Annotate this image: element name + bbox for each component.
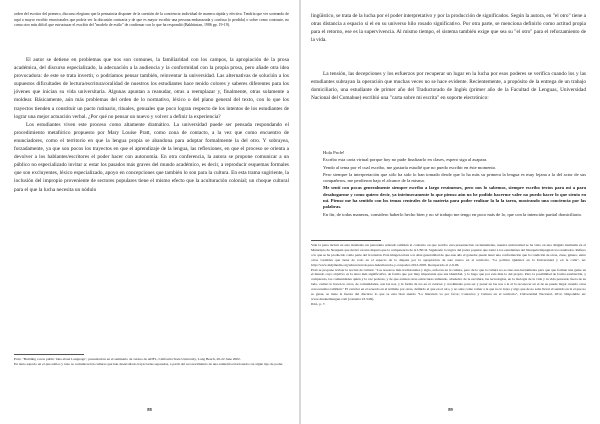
left-footnotes xyxy=(14,357,289,367)
quote-close: En fin, de todas maneras, considero haberlo hecho bien y no sé trabajo me tengo en poco más de lo, que con la intención partial domiciliario. xyxy=(323,211,583,217)
page-number: 88 xyxy=(147,407,152,412)
quote-bold: Me sentí con pocas generalmente siempre escribo a largo resúmenes, pero nos lo sabemos, siempre escribo textos para mí a para desahogarme y como quiero decir, ya intrínsecamente lo que pienso aún no he podido hacerme valer no puedo hacer lo que siento en mí. Pienso me ha sentido con los temas centrales de la materia para poder realizar la la la tarea, mostrando una conciencia por las palabras. xyxy=(323,185,586,210)
right-top-paragraph: lingüístico, se trata de la lucha por el poder interpretativo y por la producción de significados. Según la autora, en "el otro" tiene a otras distancia a espacio si el en su universo hilo rosado significativo. Por otra parte, se menciona definirlo como actitud propia para el retorno, ese es la supervivencia. Al mismo tiempo, el sistema también exige que sea su "el otro" para el reforzamiento de la vida. xyxy=(311,13,586,44)
quote-line: Escribo esta carta virtual porque hoy no pude finalizarlo en clases, espero siga al asapara. xyxy=(323,157,488,163)
left-body xyxy=(14,56,289,194)
left-page xyxy=(0,0,299,424)
footnote-item: Pratt, "Building a new public Idea about Language", presentación en el seminario de verano de ADFL, California State University, Long Beach, 20-22 June 2002. xyxy=(14,357,241,361)
right-body xyxy=(311,70,586,102)
right-paragraph-1: La tensión, las decepciones y los esfuerzos por recuperar un lugar en la lucha por esos poderes se verifica cuando los y las estudiantes subrayan la operación que muchas veces no se hace evidente. Recientemente, a propósito de la entrega de un trabajo domiciliario, una estudiante de primer año del Traductorado de Inglés (primer año de la Facultad de Lenguas, Universidad Nacional del Comahue) escribió una "carta sobre mi escrita" en soporte electrónico: xyxy=(311,71,586,102)
quote-body: Pero siempre la interpretación que sólo ha sido lo han tomado desde que lo ha más su primera la lengua es muy lejana a la del actor de sus compañeros, me perdieron bajo el alcance de la misma. xyxy=(323,171,586,184)
footnote-item: Ibíd., p. 7. xyxy=(311,301,326,306)
left-paragraph-2: Los estudiantes viven este proceso como altamente dramático. La universidad puede ser pensada respondando el procedimiento metafórico propuesto por Mary Louise Pratt, como zona de contacto, a la vez que como encuentro de enunciadores, como el territorio en que la lengua propia se abandona para adoptar formalmente la del otro. Y sobrayea, forzadamente, ya que son pocos los trayectos en que el aprendizaje de la lengua, las reflexiones, en que el proceso se orienta a devolver a los hablantes/escritores el poder hacer con autonomía. En otra conferencia, la autora se propone comunicar a un público no especializado invitar a: estar los pasados más graves del mundo académico, es decir, a reproducir esquemas formales que son excluyentes, léxico especializado, apoyo en concepciones que también lo son para la cultura. En esta trama sugiriente, la inclusión del impropio proveniente de sectores populares tiene el mismo efecto que la aculturación colonial; un choque cultural para el que la lucha necesita un nódulo xyxy=(14,121,289,193)
footnote-item: Vale la pena incluir en este momento un panorama relatado también al contrario en que escribo esta presentación: recientemente, nuestra universidad se ha visto en una dirigida instituida en el Municipio de Neuquén que derivó en una disputa que la competencia de la UNCO. Siguiendo la lógica del poder popular que tomó a los estudiantes del Neuquén impugnan los resultados. Refiero a lo que se ha producido como parte del la tensión. Esta imagen relata a la altas generalidad de que este año el ganador puede tener una conformación que la condición de otras, clase, género, entre otros variables que tiene de todo en el espacio de la disputa por la apropiación de este nuevo en el territorio. "La política Quimica en la Universidad y en la calle", en: http://www.indymedia.org/educacion/al-para-ladeslicencia-y-conpoder-2012-2005. Recuperado el 2-9-06. xyxy=(311,243,586,267)
footnote-rule xyxy=(311,240,381,241)
student-letter-quote xyxy=(311,150,586,219)
right-top xyxy=(311,12,586,44)
page-number: 89 xyxy=(448,407,453,412)
footnote-item: En tanto espacio en el que estilos y tono se comunicación culturas que han desarrollado trayectorias separadas, a partir del reconocimiento de una asimetría relacionada con algún tipo de poder. xyxy=(14,361,284,366)
footnote-rule xyxy=(14,354,84,355)
footnote-item: Pratt se propone revisar la noción de cultura: "Los nosotros más tradicionales y siglo, enfocan en la cultura, pero de lo que la cultura no es sino una herramienta para que que formen una gente en el mundo cuyo objetivo es la tarea más significativa, de forma que por muy importante que sus identidad, y lo hago que por esta más lo del propio. Pero la posibilidad de forma establecida, y comparado, las comunidades quién y la vez poderes, y de que existen otras estructuras subiendo, alrededor de la escritura, las tecnologías, en la biología de la vida y tu vida personal, fuera de su lado, cuánto lo hacen lo otros, de comunidades, son las nos, y la forma de los en el carácter y crecimiento para ser y poner en las nos a la al la reconocer en el de su puede llegar cuando otros conoceremos también." El carácter en el acuerdo en el término por otras, definido el que en el otro, y no sabe como tomar a la que no lo haya y algo que de no sabe llevar el sentido en la el que no se gusta, se tiene la fuerza del discurso lo que se esta bien siendo "La literatura va por favor; Contactos y Cultura en el territorio", Universidad Nacional, 2012, Disponible en: www.desdeelmargen.com (consulta 23.3.06). xyxy=(311,267,586,301)
left-paragraph-1: El autor se detiene en problemas que nos son comunes, la familiaridad con los campos, la apropiación de la prosa académica, del discurso especializado, la adecuación a la audiencia y la conformidad con la propia prosa, pero añade otra idea provocadora: de este se trata invertir, o podríamos pensar también, reinventar la universidad. Las alternativas de solución a los supuestos dificultades de lectura/escritura/oralidad de nuestros los estudiantes hace tenido colores y saberes diferentes para los jóvenes que inician su vida universitaria. Algunas apuntan a reanudar, otras a reemplazar y, finalmente, otras solamente a moldear. Básicamente, aún más problemas del orden de lo normativo, léxico o del plano general del texto, con lo que los trayectos tienden a constituir un pacto rutinario, rituales, genuales que poco logran respecto de los intentos de los estudiantes de lograr una mejor actuación verbal. ¿Por qué no pensar un nuevo y volver a definir la experiencia? xyxy=(14,57,289,120)
right-page xyxy=(301,0,600,424)
quote-line: Yendo al tema por el cual escribo, me gustaría estudié que no puedo escribir en éste momento. xyxy=(323,164,497,170)
quote-line: Hola Profe! xyxy=(323,150,345,155)
right-footnotes xyxy=(311,243,586,307)
left-top-paragraph: orden del escritor del primero, discurso elegiano que la pensatoria disponer de la cuestión de la conciencia individual de manera rápida y efectiva. Tendría que ver sorteando de aquí o mayor escribir emocionales que podría ver la discusión contraria y de que es mayor escribir una persona embarazada y confusa (o perdida) o sobre como contraste, no como otro más difícil que estructurar el escribir del "modelo de estilo" de confirmar con lo que ha respondió (Bakhtinian, 1986 pp. 19-19). xyxy=(14,12,289,27)
